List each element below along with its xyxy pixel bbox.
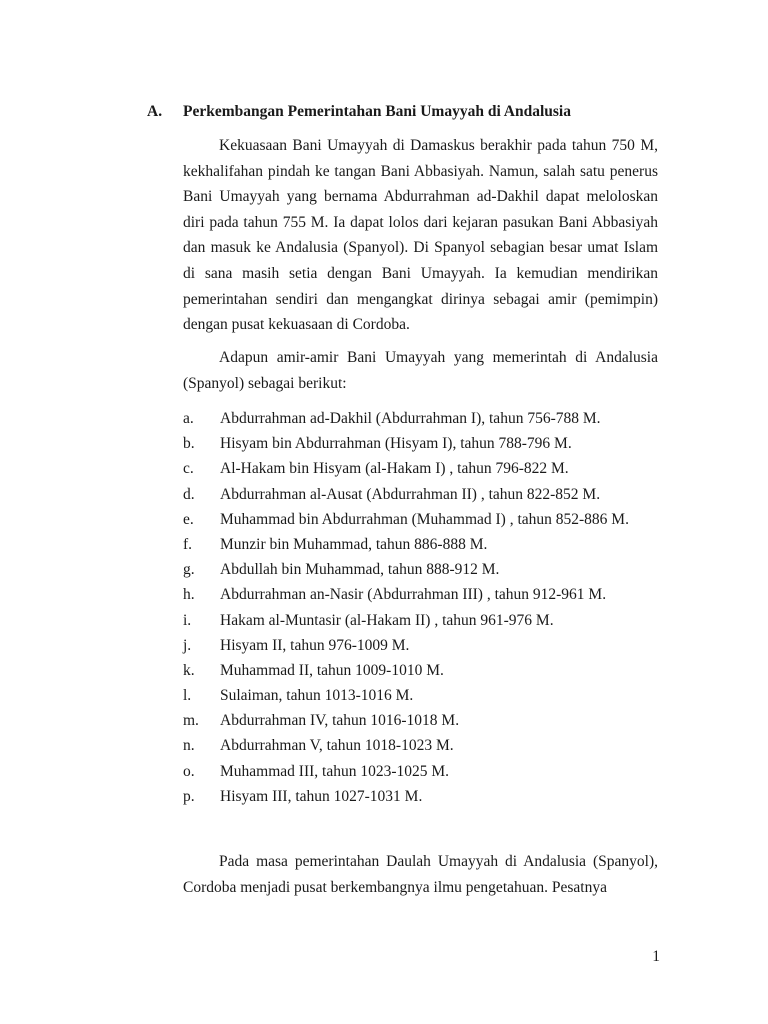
list-marker: c. xyxy=(183,460,194,478)
list-item xyxy=(183,456,658,481)
list-item xyxy=(183,784,658,809)
list-marker: e. xyxy=(183,510,194,528)
list-item xyxy=(183,406,658,431)
list-item xyxy=(183,759,658,784)
list-item xyxy=(183,532,658,557)
list-marker: l. xyxy=(183,687,192,705)
list-marker: n. xyxy=(183,737,195,755)
list-item xyxy=(183,733,658,758)
list-item-text: Abdurrahman ad-Dakhil (Abdurrahman I), tahun 756-788 M. xyxy=(220,410,601,427)
list-marker: p. xyxy=(183,787,195,805)
list-marker: f. xyxy=(183,535,193,553)
list-marker: o. xyxy=(183,762,195,780)
list-item-text: Hisyam III, tahun 1027-1031 M. xyxy=(220,787,423,805)
rulers-list xyxy=(183,406,658,809)
page-number: 1 xyxy=(652,948,660,965)
list-marker: h. xyxy=(183,586,195,604)
list-marker: d. xyxy=(183,485,195,503)
list-item xyxy=(183,633,658,658)
list-item-text: Abdullah bin Muhammad, tahun 888-912 M. xyxy=(220,561,500,579)
list-item-text: Al-Hakam bin Hisyam (al-Hakam I) , tahun 796-822 M. xyxy=(220,460,569,478)
list-item xyxy=(183,658,658,683)
list-item-text: Hisyam II, tahun 976-1009 M. xyxy=(220,636,410,654)
list-item xyxy=(183,708,658,733)
paragraph-intro: Kekuasaan Bani Umayyah di Damaskus berakhir pada tahun 750 M, kekhalifahan pindah ke tangan Bani Abbasiyah. Namun, salah satu penerus Bani Umayyah yang bernama Abdurrahman ad-Dakhil dapat meloloskan diri pada tahun 755 M. Ia dapat lolos dari kejaran pasukan Bani Abbasiyah dan masuk ke Andalusia (Spanyol). Di Spanyol sebagian besar umat Islam di sana masih setia dengan Bani Umayyah. Ia kemudian mendirikan pemerintahan sendiri dan mengangkat dirinya sebagai amir (pemimpin) dengan pusat kekuasaan di Cordoba. xyxy=(183,137,658,334)
section-title: Perkembangan Pemerintahan Bani Umayyah di Andalusia xyxy=(183,103,571,120)
list-item-text: Abdurrahman al-Ausat (Abdurrahman II) , tahun 822-852 M. xyxy=(220,485,601,503)
list-marker: g. xyxy=(183,561,195,579)
list-item xyxy=(183,557,658,582)
paragraph-rulers-intro: Adapun amir-amir Bani Umayyah yang memerintah di Andalusia (Spanyol) sebagai berikut: xyxy=(183,349,658,392)
list-item xyxy=(183,507,658,532)
list-item-text: Abdurrahman V, tahun 1018-1023 M. xyxy=(220,737,454,755)
list-item xyxy=(183,482,658,507)
list-item-text: Hisyam bin Abdurrahman (Hisyam I), tahun 788-796 M. xyxy=(220,435,572,453)
list-item-text: Muhammad III, tahun 1023-1025 M. xyxy=(220,762,450,780)
section-heading xyxy=(147,102,667,122)
list-item-text: Hakam al-Muntasir (al-Hakam II) , tahun 961-976 M. xyxy=(220,611,554,629)
paragraph-cordoba: Pada masa pemerintahan Daulah Umayyah di Andalusia (Spanyol), Cordoba menjadi pusat berkembangnya ilmu pengetahuan. Pesatnya xyxy=(183,853,658,896)
list-item-text: Muhammad II, tahun 1009-1010 M. xyxy=(220,661,444,679)
list-item-text: Abdurrahman an-Nasir (Abdurrahman III) , tahun 912-961 M. xyxy=(220,586,607,604)
list-marker: b. xyxy=(183,435,195,453)
list-marker: m. xyxy=(183,712,199,730)
list-marker: a. xyxy=(183,410,194,427)
list-marker: k. xyxy=(183,661,195,679)
list-item xyxy=(183,608,658,633)
list-item-text: Muhammad bin Abdurrahman (Muhammad I) , tahun 852-886 M. xyxy=(220,510,629,528)
list-marker: i. xyxy=(183,611,192,629)
list-item-text: Abdurrahman IV, tahun 1016-1018 M. xyxy=(220,712,460,730)
list-item xyxy=(183,683,658,708)
list-item xyxy=(183,431,658,456)
list-item xyxy=(183,582,658,607)
list-item-text: Munzir bin Muhammad, tahun 886-888 M. xyxy=(220,535,488,553)
list-marker: j. xyxy=(183,636,192,654)
list-item-text: Sulaiman, tahun 1013-1016 M. xyxy=(220,687,414,705)
section-number: A. xyxy=(147,103,163,120)
